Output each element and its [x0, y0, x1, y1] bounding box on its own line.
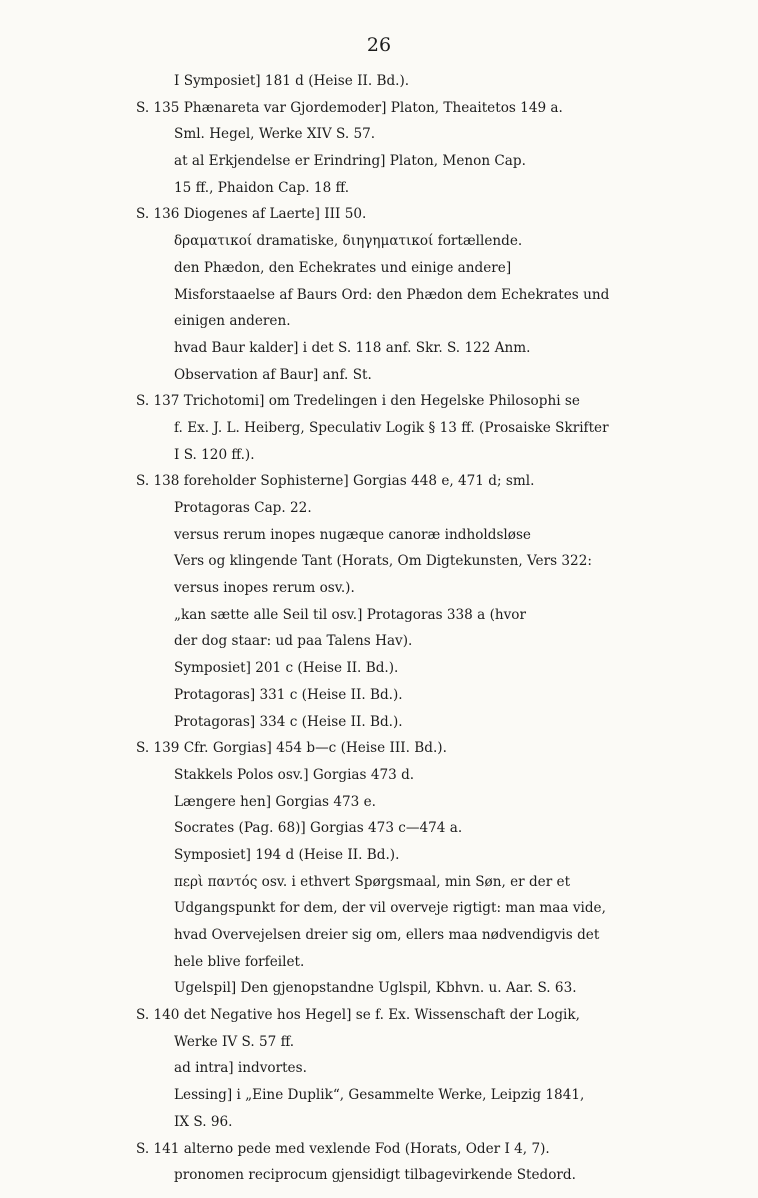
note-line: 15 ff., Phaidon Cap. 18 ff. — [174, 179, 350, 196]
note-line: Protagoras Cap. 22. — [174, 500, 312, 516]
note-line: Længere hen] Gorgias 473 e. — [174, 793, 376, 810]
note-line: Observation af Baur] anf. St. — [174, 366, 372, 383]
note-line: IX S. 96. — [174, 1113, 233, 1130]
note-line: Stakkels Polos osv.] Gorgias 473 d. — [174, 766, 415, 783]
note-line: pronomen reciprocum gjensidigt tilbagevirkende Stedord. — [174, 1167, 576, 1184]
note-line: περὶ παντός osv. i ethvert Spørgsmaal, min Søn, er der et — [174, 873, 571, 890]
note-line: „kan sætte alle Seil til osv.] Protagoras 338 a (hvor — [174, 606, 526, 623]
note-line: Ugelspil] Den gjenopstandne Uglspil, Kbhvn. u. Aar. S. 63. — [174, 980, 577, 997]
note-line: at al Erkjendelse er Erindring] Platon, Menon Cap. — [174, 153, 526, 170]
note-line: δραματικοί dramatiske, διηγηματικοί fortællende. — [174, 233, 523, 250]
notes-body — [136, 68, 696, 1189]
note-line: S. 137 Trichotomi] om Tredelingen i den Hegelske Philosophi se — [136, 393, 580, 410]
note-line: f. Ex. J. L. Heiberg, Speculativ Logik § 13 ff. (Prosaiske Skrifter — [174, 419, 609, 436]
note-line: S. 136 Diogenes af Laerte] III 50. — [136, 206, 367, 223]
note-line: ad intra] indvortes. — [174, 1060, 307, 1077]
note-line: I Symposiet] 181 d (Heise II. Bd.). — [174, 73, 410, 89]
note-line: S. 141 alterno pede med vexlende Fod (Horats, Oder I 4, 7). — [136, 1140, 550, 1157]
note-line: Socrates (Pag. 68)] Gorgias 473 c—474 a. — [174, 820, 463, 837]
note-line: Symposiet] 194 d (Heise II. Bd.). — [174, 846, 400, 863]
note-line: Lessing] i „Eine Duplik“, Gesammelte Werke, Leipzig 1841, — [174, 1087, 585, 1104]
note-line: Werke IV S. 57 ff. — [174, 1033, 295, 1050]
note-line: versus rerum inopes nugæque canoræ indholdsløse — [174, 526, 531, 543]
page-number: 26 — [366, 34, 392, 56]
note-line: Udgangspunkt for dem, der vil overveje rigtigt: man maa vide, — [174, 900, 606, 917]
note-line: Sml. Hegel, Werke XIV S. 57. — [174, 126, 376, 143]
note-line: einigen anderen. — [174, 313, 291, 330]
note-line: Misforstaaelse af Baurs Ord: den Phædon dem Echekrates und — [174, 286, 610, 303]
note-line: den Phædon, den Echekrates und einige andere] — [174, 259, 512, 276]
note-line: Symposiet] 201 c (Heise II. Bd.). — [174, 660, 399, 677]
note-line: hvad Baur kalder] i det S. 118 anf. Skr. S. 122 Anm. — [174, 339, 531, 356]
note-line: S. 140 det Negative hos Hegel] se f. Ex. Wissenschaft der Logik, — [136, 1007, 580, 1024]
note-line: der dog staar: ud paa Talens Hav). — [174, 633, 413, 650]
note-line: Protagoras] 334 c (Heise II. Bd.). — [174, 713, 403, 730]
note-line: Protagoras] 331 c (Heise II. Bd.). — [174, 686, 403, 703]
note-line: hvad Overvejelsen dreier sig om, ellers maa nødvendigvis det — [174, 927, 600, 943]
note-line: I S. 120 ff.). — [174, 446, 255, 463]
note-line: Vers og klingende Tant (Horats, Om Digtekunsten, Vers 322: — [174, 553, 592, 570]
note-line: versus inopes rerum osv.). — [174, 580, 355, 597]
note-line: S. 139 Cfr. Gorgias] 454 b—c (Heise III. Bd.). — [136, 740, 447, 757]
note-line: S. 135 Phænareta var Gjordemoder] Platon, Theaitetos 149 a. — [136, 99, 563, 116]
note-line: S. 138 foreholder Sophisterne] Gorgias 448 e, 471 d; sml. — [136, 473, 535, 490]
note-line: hele blive forfeilet. — [174, 953, 305, 970]
